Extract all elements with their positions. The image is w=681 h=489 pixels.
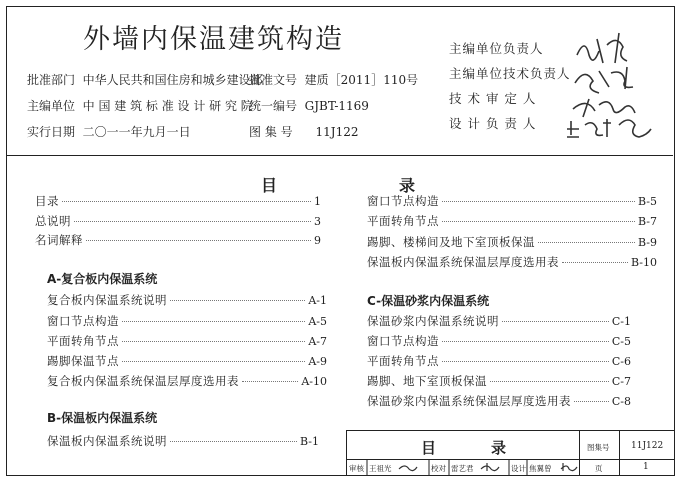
title-block-signatures [347,459,579,476]
drawing-sheet [6,6,675,476]
list-item[interactable]: 踢脚、楼梯间及地下室顶板保温 B-9 [367,235,657,249]
section-c-title: C-保温砂浆内保温系统 [367,294,490,308]
list-item[interactable]: 平面转角节点 C-6 [367,354,631,368]
toc-heading-right: 录 [399,176,416,195]
design-label: 设计 [511,464,526,473]
review-label: 审核 [349,464,364,473]
role-tech-chief: 主编单位技术负责人 [449,66,571,81]
design-name: 焦翼曾 [529,464,552,473]
list-item[interactable]: 名词解释 9 [35,233,321,247]
atlas-label: 图集号 [587,443,610,452]
list-item[interactable]: 窗口节点构造 A-5 [47,314,327,328]
page-title: 外墙内保温建筑构造 [83,24,344,55]
sheet-label: 页 [595,464,603,473]
list-item[interactable]: 踢脚保温节点 A-9 [47,354,327,368]
title-block-title-right: 录 [491,439,507,457]
list-item[interactable]: 平面转角节点 A-7 [47,334,327,348]
list-item[interactable]: 复合板内保温系统说明 A-1 [47,293,327,307]
list-item[interactable]: 窗口节点构造 C-5 [367,334,631,348]
title-block-title-left: 目 [421,439,437,457]
meta-editor-unit: 主编单位 中 国 建 筑 标 准 设 计 研 究 院 [27,99,253,113]
review-name: 王祖光 [369,464,392,473]
list-item[interactable]: 复合板内保温系统保温层厚度选用表 A-10 [47,374,327,388]
role-tech-reviewer: 技 术 审 定 人 [449,91,537,106]
meta-unified-no: 统一编号 GJBT-1169 [249,99,369,113]
list-item[interactable]: 保温板内保温系统保温层厚度选用表 B-10 [367,255,657,269]
meta-effective-date: 实行日期 二〇一一年九月一日 [27,125,191,139]
list-item[interactable]: 平面转角节点 B-7 [367,214,657,228]
header-block [7,7,673,156]
list-item[interactable]: 踢脚、地下室顶板保温 C-7 [367,374,631,388]
toc-heading-left: 目 [261,176,278,195]
list-item[interactable]: 保温砂浆内保温系统说明 C-1 [367,314,631,328]
list-item[interactable]: 窗口节点构造 B-5 [367,194,657,208]
meta-approval-dept: 批准部门 中华人民共和国住房和城乡建设部 [27,73,263,87]
list-item[interactable]: 保温板内保温系统说明 B-1 [47,434,319,448]
title-block [346,430,674,476]
list-item[interactable]: 总说明 3 [35,214,321,228]
list-item[interactable]: 目录 1 [35,194,321,208]
role-chief-editor: 主编单位负责人 [449,41,544,56]
role-design-lead: 设 计 负 责 人 [449,116,537,131]
list-item[interactable]: 保温砂浆内保温系统保温层厚度选用表 C-8 [367,394,631,408]
section-b-title: B-保温板内保温系统 [47,411,158,425]
proofread-name: 雷艺君 [451,464,474,473]
section-a-title: A-复合板内保温系统 [47,272,158,286]
sheet-value: 1 [643,462,649,472]
meta-approval-no: 批准文号 建质［2011］110号 [249,73,419,87]
signatures-image [567,25,667,145]
atlas-value: 11J122 [631,441,664,451]
proofread-label: 校对 [431,464,446,473]
meta-atlas-no: 图 集 号 11J122 [249,125,359,139]
